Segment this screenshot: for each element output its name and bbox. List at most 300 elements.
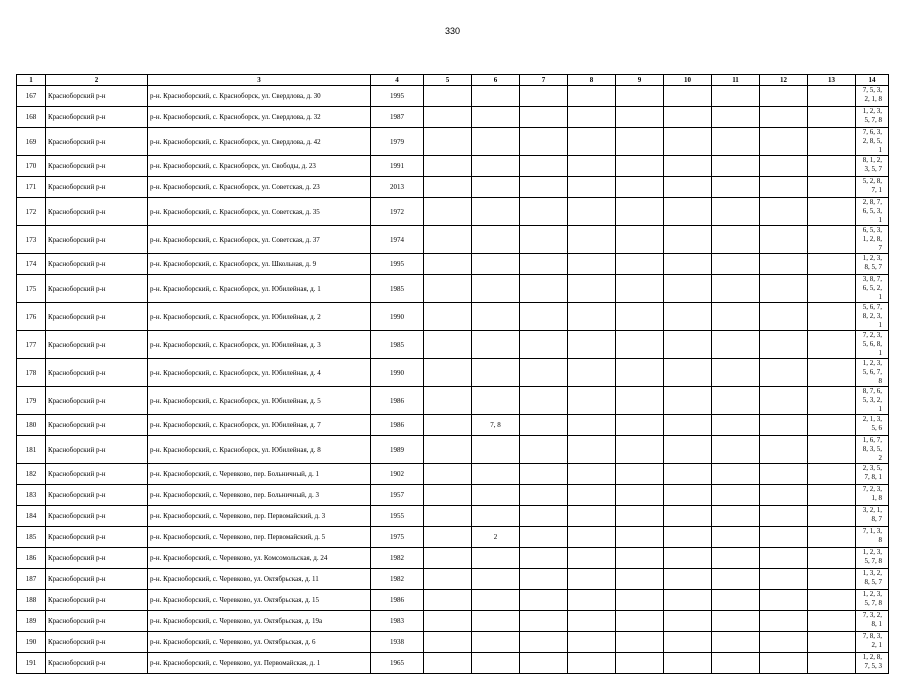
empty-cell [712, 86, 760, 107]
table-body [17, 86, 889, 674]
row-number-cell: 174 [17, 254, 46, 275]
empty-cell [424, 548, 472, 569]
address-cell: р-н. Красноборский, с. Красноборск, ул. Юбилейная, д. 4 [148, 359, 371, 387]
empty-cell [808, 303, 856, 331]
empty-cell [760, 359, 808, 387]
year-cell: 1982 [371, 569, 424, 590]
empty-cell [568, 436, 616, 464]
empty-cell [520, 254, 568, 275]
empty-cell [664, 107, 712, 128]
column-6-cell [472, 198, 520, 226]
empty-cell [520, 86, 568, 107]
row-number-cell: 187 [17, 569, 46, 590]
row-number-cell: 183 [17, 485, 46, 506]
column-6-cell: 7, 8 [472, 415, 520, 436]
empty-cell [520, 611, 568, 632]
empty-cell [712, 226, 760, 254]
column-14-cell: 1, 2, 8, 7, 5, 3 [856, 653, 889, 674]
column-6-cell [472, 590, 520, 611]
year-cell: 1979 [371, 128, 424, 156]
empty-cell [424, 156, 472, 177]
empty-cell [712, 590, 760, 611]
empty-cell [568, 177, 616, 198]
empty-cell [760, 303, 808, 331]
table-row [17, 198, 889, 226]
row-number-cell: 178 [17, 359, 46, 387]
column-6-cell [472, 331, 520, 359]
empty-cell [760, 548, 808, 569]
empty-cell [664, 506, 712, 527]
empty-cell [760, 506, 808, 527]
empty-cell [520, 226, 568, 254]
address-cell: р-н. Красноборский, с. Красноборск, ул. Юбилейная, д. 2 [148, 303, 371, 331]
empty-cell [568, 156, 616, 177]
empty-cell [568, 464, 616, 485]
year-cell: 1957 [371, 485, 424, 506]
column-6-cell [472, 611, 520, 632]
empty-cell [712, 156, 760, 177]
empty-cell [760, 107, 808, 128]
empty-cell [664, 611, 712, 632]
empty-cell [616, 485, 664, 506]
column-14-cell: 7, 5, 3, 2, 1, 8 [856, 86, 889, 107]
table-row [17, 156, 889, 177]
column-header: 5 [424, 75, 472, 86]
table-row [17, 632, 889, 653]
column-header: 10 [664, 75, 712, 86]
empty-cell [808, 415, 856, 436]
table-row [17, 415, 889, 436]
empty-cell [424, 198, 472, 226]
empty-cell [760, 156, 808, 177]
empty-cell [616, 506, 664, 527]
header-row [17, 75, 889, 86]
empty-cell [424, 436, 472, 464]
empty-cell [616, 415, 664, 436]
empty-cell [808, 128, 856, 156]
address-cell: р-н. Красноборский, с. Красноборск, ул. Юбилейная, д. 1 [148, 275, 371, 303]
empty-cell [424, 611, 472, 632]
column-6-cell [472, 107, 520, 128]
empty-cell [520, 156, 568, 177]
empty-cell [712, 359, 760, 387]
district-cell: Красноборский р-н [46, 331, 148, 359]
column-header: 9 [616, 75, 664, 86]
table-row [17, 590, 889, 611]
empty-cell [424, 387, 472, 415]
empty-cell [712, 254, 760, 275]
empty-cell [712, 275, 760, 303]
district-cell: Красноборский р-н [46, 464, 148, 485]
empty-cell [424, 506, 472, 527]
empty-cell [520, 632, 568, 653]
empty-cell [568, 128, 616, 156]
empty-cell [808, 387, 856, 415]
column-6-cell [472, 254, 520, 275]
empty-cell [760, 226, 808, 254]
year-cell: 1982 [371, 548, 424, 569]
column-header: 4 [371, 75, 424, 86]
year-cell: 1989 [371, 436, 424, 464]
table-row [17, 275, 889, 303]
table-row [17, 177, 889, 198]
empty-cell [808, 177, 856, 198]
empty-cell [760, 275, 808, 303]
page-number: 330 [444, 26, 461, 36]
empty-cell [760, 632, 808, 653]
empty-cell [760, 387, 808, 415]
row-number-cell: 169 [17, 128, 46, 156]
empty-cell [568, 198, 616, 226]
empty-cell [760, 86, 808, 107]
column-6-cell [472, 128, 520, 156]
empty-cell [520, 415, 568, 436]
column-14-cell: 1, 2, 3, 5, 7, 8 [856, 590, 889, 611]
empty-cell [520, 485, 568, 506]
row-number-cell: 191 [17, 653, 46, 674]
district-cell: Красноборский р-н [46, 632, 148, 653]
column-header: 8 [568, 75, 616, 86]
empty-cell [520, 275, 568, 303]
empty-cell [568, 86, 616, 107]
empty-cell [712, 653, 760, 674]
empty-cell [568, 548, 616, 569]
year-cell: 1986 [371, 415, 424, 436]
table-row [17, 436, 889, 464]
row-number-cell: 168 [17, 107, 46, 128]
empty-cell [520, 464, 568, 485]
empty-cell [664, 590, 712, 611]
empty-cell [808, 464, 856, 485]
row-number-cell: 184 [17, 506, 46, 527]
empty-cell [520, 107, 568, 128]
empty-cell [760, 527, 808, 548]
empty-cell [616, 359, 664, 387]
empty-cell [664, 632, 712, 653]
empty-cell [664, 275, 712, 303]
column-6-cell [472, 436, 520, 464]
column-14-cell: 2, 1, 3, 5, 6 [856, 415, 889, 436]
column-header: 13 [808, 75, 856, 86]
address-cell: р-н. Красноборский, с. Красноборск, ул. Юбилейная, д. 5 [148, 387, 371, 415]
row-number-cell: 172 [17, 198, 46, 226]
empty-cell [808, 632, 856, 653]
address-cell: р-н. Красноборский, с. Красноборск, ул. Свободы, д. 23 [148, 156, 371, 177]
empty-cell [424, 275, 472, 303]
district-cell: Красноборский р-н [46, 128, 148, 156]
empty-cell [568, 331, 616, 359]
empty-cell [664, 226, 712, 254]
empty-cell [424, 464, 472, 485]
column-14-cell: 2, 3, 5, 7, 8, 1 [856, 464, 889, 485]
year-cell: 1986 [371, 590, 424, 611]
row-number-cell: 176 [17, 303, 46, 331]
empty-cell [664, 331, 712, 359]
column-14-cell: 7, 2, 3, 1, 8 [856, 485, 889, 506]
column-14-cell: 1, 6, 7, 8, 3, 5, 2 [856, 436, 889, 464]
empty-cell [568, 653, 616, 674]
empty-cell [808, 436, 856, 464]
empty-cell [568, 303, 616, 331]
table-row [17, 128, 889, 156]
district-cell: Красноборский р-н [46, 569, 148, 590]
address-cell: р-н. Красноборский, с. Черевково, пер. Больничный, д. 1 [148, 464, 371, 485]
address-cell: р-н. Красноборский, с. Черевково, ул. Октябрьская, д. 6 [148, 632, 371, 653]
empty-cell [520, 653, 568, 674]
row-number-cell: 179 [17, 387, 46, 415]
empty-cell [808, 569, 856, 590]
table-row [17, 359, 889, 387]
year-cell: 1987 [371, 107, 424, 128]
column-header: 6 [472, 75, 520, 86]
table-row [17, 506, 889, 527]
table-row [17, 86, 889, 107]
empty-cell [616, 527, 664, 548]
district-cell: Красноборский р-н [46, 485, 148, 506]
column-6-cell [472, 177, 520, 198]
year-cell: 1938 [371, 632, 424, 653]
column-14-cell: 1, 2, 3, 5, 7, 8 [856, 107, 889, 128]
table-row [17, 107, 889, 128]
empty-cell [808, 506, 856, 527]
empty-cell [664, 569, 712, 590]
column-6-cell [472, 275, 520, 303]
district-cell: Красноборский р-н [46, 506, 148, 527]
empty-cell [616, 107, 664, 128]
address-cell: р-н. Красноборский, с. Красноборск, ул. Советская, д. 35 [148, 198, 371, 226]
empty-cell [424, 632, 472, 653]
district-cell: Красноборский р-н [46, 177, 148, 198]
column-14-cell: 7, 3, 2, 8, 1 [856, 611, 889, 632]
empty-cell [616, 331, 664, 359]
empty-cell [568, 590, 616, 611]
empty-cell [424, 527, 472, 548]
empty-cell [808, 527, 856, 548]
row-number-cell: 175 [17, 275, 46, 303]
column-14-cell: 8, 7, 6, 5, 3, 2, 1 [856, 387, 889, 415]
address-cell: р-н. Красноборский, с. Черевково, ул. Октябрьская, д. 15 [148, 590, 371, 611]
year-cell: 1974 [371, 226, 424, 254]
address-cell: р-н. Красноборский, с. Красноборск, ул. Юбилейная, д. 3 [148, 331, 371, 359]
empty-cell [568, 527, 616, 548]
empty-cell [520, 128, 568, 156]
district-cell: Красноборский р-н [46, 275, 148, 303]
column-6-cell [472, 86, 520, 107]
empty-cell [712, 415, 760, 436]
district-cell: Красноборский р-н [46, 254, 148, 275]
column-6-cell [472, 548, 520, 569]
empty-cell [520, 359, 568, 387]
empty-cell [616, 590, 664, 611]
empty-cell [664, 156, 712, 177]
empty-cell [760, 198, 808, 226]
empty-cell [424, 653, 472, 674]
address-cell: р-н. Красноборский, с. Черевково, ул. Комсомольская, д. 24 [148, 548, 371, 569]
empty-cell [712, 303, 760, 331]
empty-cell [568, 107, 616, 128]
column-header: 7 [520, 75, 568, 86]
empty-cell [520, 331, 568, 359]
district-cell: Красноборский р-н [46, 156, 148, 177]
address-cell: р-н. Красноборский, с. Черевково, ул. Октябрьская, д. 19а [148, 611, 371, 632]
empty-cell [568, 611, 616, 632]
empty-cell [760, 415, 808, 436]
empty-cell [808, 485, 856, 506]
empty-cell [520, 548, 568, 569]
empty-cell [424, 107, 472, 128]
district-cell: Красноборский р-н [46, 86, 148, 107]
empty-cell [760, 464, 808, 485]
row-number-cell: 167 [17, 86, 46, 107]
empty-cell [424, 569, 472, 590]
address-cell: р-н. Красноборский, с. Черевково, ул. Первомайская, д. 1 [148, 653, 371, 674]
empty-cell [712, 331, 760, 359]
empty-cell [424, 128, 472, 156]
empty-cell [760, 611, 808, 632]
empty-cell [664, 527, 712, 548]
empty-cell [712, 506, 760, 527]
address-cell: р-н. Красноборский, с. Черевково, пер. Первомайский, д. 5 [148, 527, 371, 548]
row-number-cell: 189 [17, 611, 46, 632]
empty-cell [616, 611, 664, 632]
empty-cell [760, 331, 808, 359]
address-cell: р-н. Красноборский, с. Красноборск, ул. Свердлова, д. 32 [148, 107, 371, 128]
empty-cell [760, 653, 808, 674]
district-cell: Красноборский р-н [46, 303, 148, 331]
district-cell: Красноборский р-н [46, 611, 148, 632]
empty-cell [424, 226, 472, 254]
empty-cell [424, 86, 472, 107]
year-cell: 1991 [371, 156, 424, 177]
row-number-cell: 188 [17, 590, 46, 611]
empty-cell [424, 331, 472, 359]
table-row [17, 387, 889, 415]
column-14-cell: 2, 8, 7, 6, 5, 3, 1 [856, 198, 889, 226]
empty-cell [808, 611, 856, 632]
empty-cell [664, 254, 712, 275]
empty-cell [616, 226, 664, 254]
district-cell: Красноборский р-н [46, 436, 148, 464]
empty-cell [424, 415, 472, 436]
address-cell: р-н. Красноборский, с. Красноборск, ул. Свердлова, д. 42 [148, 128, 371, 156]
year-cell: 1965 [371, 653, 424, 674]
column-header: 2 [46, 75, 148, 86]
empty-cell [712, 387, 760, 415]
empty-cell [712, 548, 760, 569]
empty-cell [808, 156, 856, 177]
empty-cell [568, 415, 616, 436]
column-14-cell: 3, 2, 1, 8, 7 [856, 506, 889, 527]
row-number-cell: 170 [17, 156, 46, 177]
empty-cell [664, 485, 712, 506]
empty-cell [568, 275, 616, 303]
empty-cell [424, 359, 472, 387]
district-cell: Красноборский р-н [46, 198, 148, 226]
empty-cell [760, 128, 808, 156]
column-6-cell [472, 303, 520, 331]
empty-cell [712, 464, 760, 485]
row-number-cell: 190 [17, 632, 46, 653]
table-row [17, 653, 889, 674]
table-row [17, 485, 889, 506]
column-14-cell: 5, 2, 8, 7, 1 [856, 177, 889, 198]
empty-cell [568, 569, 616, 590]
year-cell: 1995 [371, 254, 424, 275]
empty-cell [808, 275, 856, 303]
empty-cell [520, 506, 568, 527]
year-cell: 1995 [371, 86, 424, 107]
year-cell: 1983 [371, 611, 424, 632]
empty-cell [760, 569, 808, 590]
district-cell: Красноборский р-н [46, 107, 148, 128]
address-cell: р-н. Красноборский, с. Красноборск, ул. Юбилейная, д. 8 [148, 436, 371, 464]
address-cell: р-н. Красноборский, с. Черевково, пер. Первомайский, д. 3 [148, 506, 371, 527]
year-cell: 1902 [371, 464, 424, 485]
empty-cell [520, 303, 568, 331]
district-cell: Красноборский р-н [46, 359, 148, 387]
year-cell: 1972 [371, 198, 424, 226]
empty-cell [808, 107, 856, 128]
table-row [17, 569, 889, 590]
address-cell: р-н. Красноборский, с. Красноборск, ул. Свердлова, д. 30 [148, 86, 371, 107]
column-6-cell [472, 359, 520, 387]
table-row [17, 464, 889, 485]
empty-cell [664, 198, 712, 226]
column-14-cell: 1, 2, 3, 5, 6, 7, 8 [856, 359, 889, 387]
address-cell: р-н. Красноборский, с. Красноборск, ул. Школьная, д. 9 [148, 254, 371, 275]
table-row [17, 548, 889, 569]
empty-cell [808, 331, 856, 359]
empty-cell [616, 275, 664, 303]
empty-cell [760, 177, 808, 198]
empty-cell [664, 436, 712, 464]
column-14-cell: 1, 3, 2, 8, 5, 7 [856, 569, 889, 590]
empty-cell [712, 128, 760, 156]
empty-cell [664, 86, 712, 107]
empty-cell [424, 303, 472, 331]
column-6-cell [472, 387, 520, 415]
column-header: 1 [17, 75, 46, 86]
table-row [17, 611, 889, 632]
row-number-cell: 177 [17, 331, 46, 359]
empty-cell [616, 86, 664, 107]
year-cell: 1975 [371, 527, 424, 548]
column-header: 11 [712, 75, 760, 86]
empty-cell [712, 177, 760, 198]
empty-cell [520, 436, 568, 464]
year-cell: 2013 [371, 177, 424, 198]
district-cell: Красноборский р-н [46, 226, 148, 254]
address-cell: р-н. Красноборский, с. Красноборск, ул. Советская, д. 37 [148, 226, 371, 254]
column-6-cell [472, 569, 520, 590]
empty-cell [808, 548, 856, 569]
empty-cell [664, 415, 712, 436]
empty-cell [664, 359, 712, 387]
column-14-cell: 7, 6, 3, 2, 8, 5, 1 [856, 128, 889, 156]
empty-cell [712, 198, 760, 226]
empty-cell [808, 254, 856, 275]
column-14-cell: 3, 8, 7, 6, 5, 2, 1 [856, 275, 889, 303]
empty-cell [616, 653, 664, 674]
empty-cell [568, 387, 616, 415]
district-cell: Красноборский р-н [46, 415, 148, 436]
year-cell: 1985 [371, 331, 424, 359]
column-6-cell [472, 632, 520, 653]
empty-cell [568, 632, 616, 653]
empty-cell [712, 485, 760, 506]
empty-cell [520, 177, 568, 198]
empty-cell [520, 198, 568, 226]
